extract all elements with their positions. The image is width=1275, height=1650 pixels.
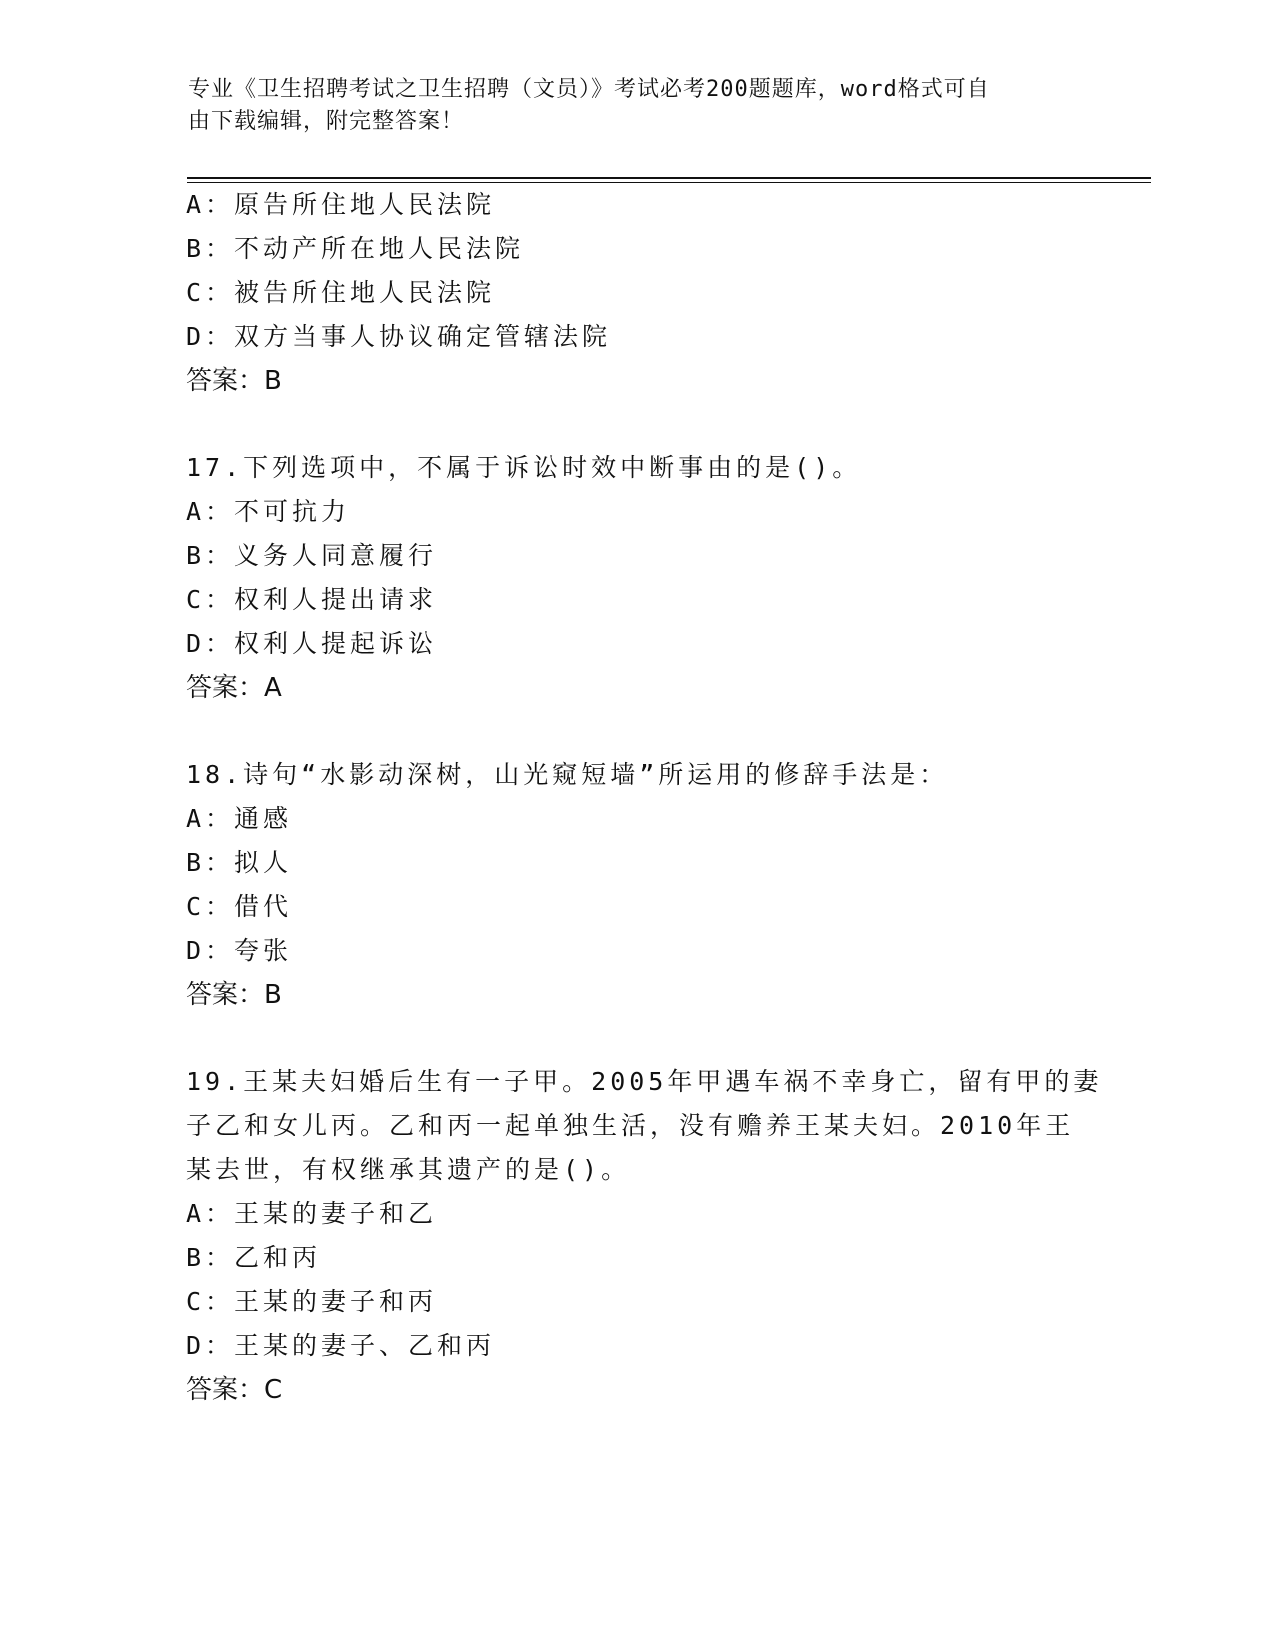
document-header <box>188 74 1068 138</box>
q17-question: 17.下列选项中，不属于诉讼时效中断事由的是()。 <box>186 453 862 482</box>
q16-option-c: C：被告所住地人民法院 <box>186 278 496 307</box>
header-line-2: 由下载编辑，附完整答案！ <box>188 109 465 134</box>
q16-option-b: B：不动产所在地人民法院 <box>186 234 525 263</box>
header-rule-thin <box>187 182 1151 183</box>
q16-option-d: D：双方当事人协议确定管辖法院 <box>186 322 612 351</box>
q17-option-b: B：义务人同意履行 <box>186 541 438 570</box>
q19-option-b: B：乙和丙 <box>186 1243 322 1272</box>
q18-option-b: B：拟人 <box>186 848 293 877</box>
q17-option-a: A：不可抗力 <box>186 497 351 526</box>
q18-answer: 答案：B <box>186 980 282 1010</box>
header-rule-thick <box>187 177 1151 179</box>
header-line-1: 专业《卫生招聘考试之卫生招聘（文员）》考试必考200题题库，word格式可自 <box>188 77 990 102</box>
q18-option-a: A：通感 <box>186 804 293 833</box>
q17-option-c: C：权利人提出请求 <box>186 585 438 614</box>
q18-question: 18.诗句“水影动深树，山光窥短墙”所运用的修辞手法是： <box>186 760 949 789</box>
q19-question-line-2: 子乙和女儿丙。乙和丙一起单独生活，没有赡养王某夫妇。2010年王 <box>186 1111 1075 1140</box>
q16-option-a: A：原告所住地人民法院 <box>186 190 496 219</box>
q19-option-c: C：王某的妻子和丙 <box>186 1287 438 1316</box>
q18-option-c: C：借代 <box>186 892 293 921</box>
q19-option-a: A：王某的妻子和乙 <box>186 1199 438 1228</box>
q17-option-d: D：权利人提起诉讼 <box>186 629 438 658</box>
q19-question-line-1: 19.王某夫妇婚后生有一子甲。2005年甲遇车祸不幸身亡，留有甲的妻 <box>186 1067 1103 1096</box>
q19-question-line-3: 某去世，有权继承其遗产的是()。 <box>186 1155 631 1184</box>
q19-option-d: D：王某的妻子、乙和丙 <box>186 1331 496 1360</box>
q17-answer: 答案：A <box>186 673 282 703</box>
q16-answer: 答案：B <box>186 366 282 396</box>
q19-answer: 答案：C <box>186 1375 283 1405</box>
q18-option-d: D：夸张 <box>186 936 293 965</box>
